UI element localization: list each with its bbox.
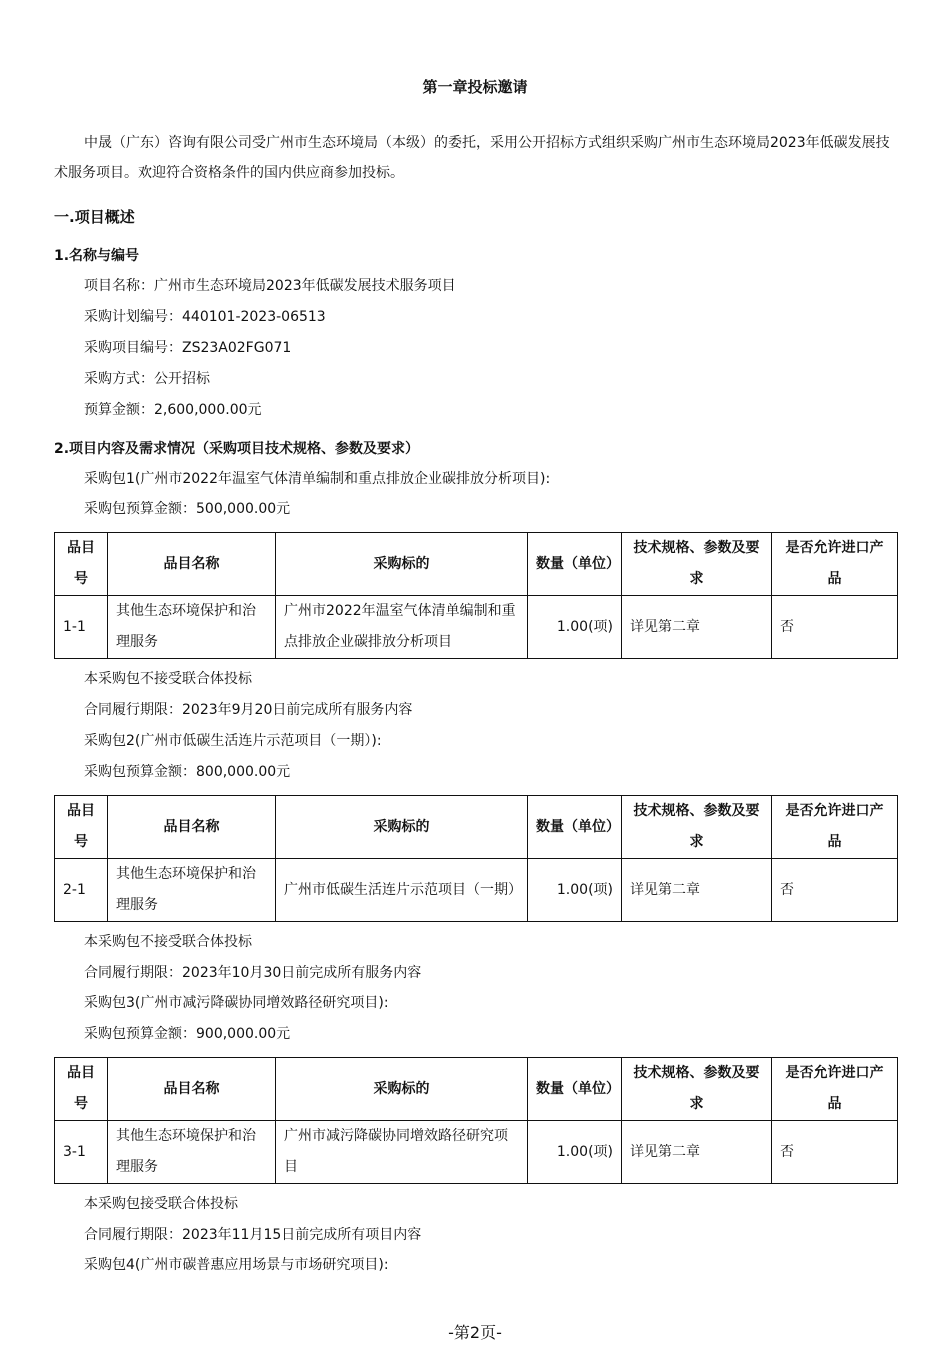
header-import: 是否允许进口产品 [772, 796, 898, 859]
header-name: 品目名称 [108, 533, 276, 596]
header-qty: 数量（单位） [528, 1058, 622, 1121]
cell-no: 2-1 [55, 859, 108, 922]
procurement-method: 采购方式：公开招标 [84, 371, 210, 387]
cell-spec: 详见第二章 [622, 859, 772, 922]
header-target: 采购标的 [276, 1058, 528, 1121]
header-import: 是否允许进口产品 [772, 533, 898, 596]
cell-target: 广州市低碳生活连片示范项目（一期） [276, 859, 528, 922]
cell-target: 广州市2022年温室气体清单编制和重点排放企业碳排放分析项目 [276, 596, 528, 659]
chapter-title: 第一章投标邀请 [422, 78, 528, 96]
package-2-title: 采购包2(广州市低碳生活连片示范项目（一期）): [84, 733, 382, 749]
table-header-row [55, 533, 898, 596]
cell-import: 否 [772, 596, 898, 659]
cell-target: 广州市减污降碳协同增效路径研究项目 [276, 1121, 528, 1184]
project-name: 项目名称：广州市生态环境局2023年低碳发展技术服务项目 [84, 278, 456, 294]
page-number: -第2页- [448, 1323, 502, 1342]
cell-import: 否 [772, 1121, 898, 1184]
cell-import: 否 [772, 859, 898, 922]
package-3-budget: 采购包预算金额：900,000.00元 [84, 1026, 291, 1042]
package-1-budget: 采购包预算金额：500,000.00元 [84, 501, 291, 517]
section-heading-overview: 一.项目概述 [54, 208, 135, 226]
package-3-title: 采购包3(广州市减污降碳协同增效路径研究项目): [84, 995, 389, 1011]
header-no: 品目号 [55, 796, 108, 859]
header-target: 采购标的 [276, 796, 528, 859]
package-2-table [54, 795, 898, 922]
table-header-row [55, 796, 898, 859]
cell-no: 1-1 [55, 596, 108, 659]
intro-paragraph: 中晟（广东）咨询有限公司受广州市生态环境局（本级）的委托，采用公开招标方式组织采购广州市生态环境局2023年低碳发展技术服务项目。欢迎符合资格条件的国内供应商参加投标。 [54, 135, 890, 181]
package-1-period: 合同履行期限：2023年9月20日前完成所有服务内容 [84, 702, 413, 718]
package-1-consortium: 本采购包不接受联合体投标 [84, 671, 252, 687]
cell-spec: 详见第二章 [622, 596, 772, 659]
header-name: 品目名称 [108, 1058, 276, 1121]
cell-qty: 1.00(项) [528, 859, 622, 922]
cell-qty: 1.00(项) [528, 596, 622, 659]
package-4-title: 采购包4(广州市碳普惠应用场景与市场研究项目): [84, 1257, 389, 1273]
header-spec: 技术规格、参数及要求 [622, 796, 772, 859]
cell-name: 其他生态环境保护和治理服务 [108, 596, 276, 659]
package-3-consortium: 本采购包接受联合体投标 [84, 1196, 238, 1212]
budget-amount: 预算金额：2,600,000.00元 [84, 402, 262, 418]
cell-spec: 详见第二章 [622, 1121, 772, 1184]
header-import: 是否允许进口产品 [772, 1058, 898, 1121]
package-3-table [54, 1057, 898, 1184]
plan-number: 采购计划编号：440101-2023-06513 [84, 309, 326, 325]
cell-name: 其他生态环境保护和治理服务 [108, 859, 276, 922]
table-row [55, 859, 898, 922]
package-1-table [54, 532, 898, 659]
subsection-heading-name-number: 1.名称与编号 [54, 248, 140, 264]
table-header-row [55, 1058, 898, 1121]
header-spec: 技术规格、参数及要求 [622, 533, 772, 596]
header-qty: 数量（单位） [528, 533, 622, 596]
project-number: 采购项目编号：ZS23A02FG071 [84, 340, 292, 356]
header-no: 品目号 [55, 533, 108, 596]
header-target: 采购标的 [276, 533, 528, 596]
cell-name: 其他生态环境保护和治理服务 [108, 1121, 276, 1184]
table-row [55, 596, 898, 659]
header-qty: 数量（单位） [528, 796, 622, 859]
header-name: 品目名称 [108, 796, 276, 859]
table-row [55, 1121, 898, 1184]
package-1-title: 采购包1(广州市2022年温室气体清单编制和重点排放企业碳排放分析项目): [84, 471, 551, 487]
package-2-consortium: 本采购包不接受联合体投标 [84, 934, 252, 950]
subsection-heading-content: 2.项目内容及需求情况（采购项目技术规格、参数及要求） [54, 441, 420, 457]
package-2-period: 合同履行期限：2023年10月30日前完成所有服务内容 [84, 965, 422, 981]
header-spec: 技术规格、参数及要求 [622, 1058, 772, 1121]
package-2-budget: 采购包预算金额：800,000.00元 [84, 764, 291, 780]
package-3-period: 合同履行期限：2023年11月15日前完成所有项目内容 [84, 1227, 422, 1243]
cell-qty: 1.00(项) [528, 1121, 622, 1184]
header-no: 品目号 [55, 1058, 108, 1121]
cell-no: 3-1 [55, 1121, 108, 1184]
